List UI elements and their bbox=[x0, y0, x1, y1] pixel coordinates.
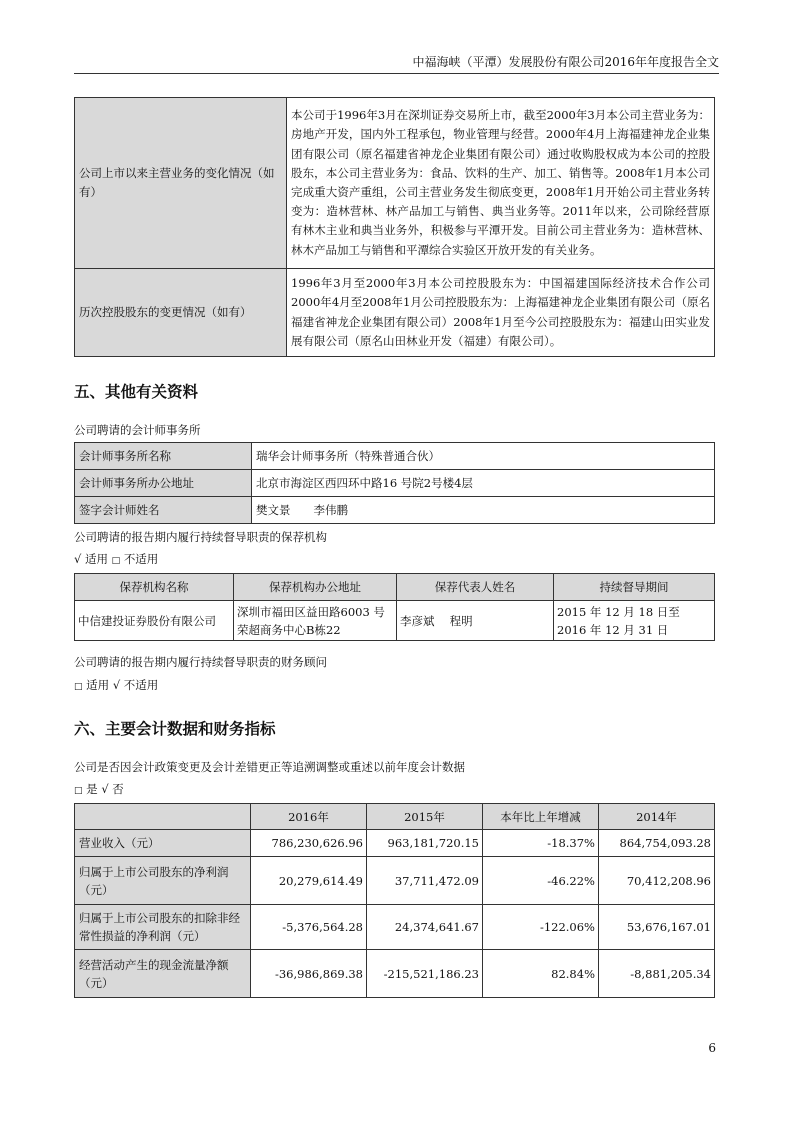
sponsor-applicable-checked: √ 适用 bbox=[74, 552, 108, 566]
value-2016: -5,376,564.28 bbox=[251, 905, 367, 950]
value-2016: 786,230,626.96 bbox=[251, 830, 367, 857]
row-label: 归属于上市公司股东的净利润（元） bbox=[75, 857, 251, 905]
advisor-applicable-checkbox: □ bbox=[74, 682, 83, 692]
table-row bbox=[75, 470, 715, 497]
controlling-shareholder-change-text: 1996年3月至2000年3月本公司控股股东为：中国福建国际经济技术合作公司2000年4月至2008年1月公司控股股东为：上海福建神龙企业集团有限公司（原名福建省神龙企业集团有限公司）2008年1月至今公司控股股东为：福建山田实业发展有限公司（原名山田林业开发（福建）有限公司）。 bbox=[287, 269, 715, 357]
sponsor-reps-header: 保荐代表人姓名 bbox=[397, 574, 554, 601]
auditor-address-label: 会计师事务所办公地址 bbox=[75, 470, 252, 497]
value-2015: -215,521,186.23 bbox=[367, 950, 483, 998]
sponsor-address: 深圳市福田区益田路6003 号荣超商务中心B栋22 bbox=[234, 601, 397, 641]
table-header-row bbox=[75, 804, 715, 830]
table-row bbox=[75, 905, 715, 950]
auditor-caption: 公司聘请的会计师事务所 bbox=[74, 423, 201, 437]
sponsor-caption: 公司聘请的报告期内履行持续督导职责的保荐机构 bbox=[74, 530, 327, 544]
value-2015: 37,711,472.09 bbox=[367, 857, 483, 905]
value-change: -18.37% bbox=[483, 830, 599, 857]
restatement-yes-label: 是 bbox=[86, 782, 98, 796]
value-2014: -8,881,205.34 bbox=[599, 950, 715, 998]
advisor-caption: 公司聘请的报告期内履行持续督导职责的财务顾问 bbox=[74, 655, 327, 669]
row-label: 经营活动产生的现金流量净额（元） bbox=[75, 950, 251, 998]
sponsor-representatives: 李彦斌 程明 bbox=[397, 601, 554, 641]
signing-accountants-label: 签字会计师姓名 bbox=[75, 497, 252, 524]
value-change: -46.22% bbox=[483, 857, 599, 905]
table-row bbox=[75, 443, 715, 470]
year-2015-header: 2015年 bbox=[367, 804, 483, 830]
table-row bbox=[75, 269, 715, 357]
table-row bbox=[75, 98, 715, 269]
auditor-address-value: 北京市海淀区西四环中路16 号院2号楼4层 bbox=[252, 470, 715, 497]
table-row bbox=[75, 830, 715, 857]
value-2016: 20,279,614.49 bbox=[251, 857, 367, 905]
value-2015: 963,181,720.15 bbox=[367, 830, 483, 857]
restatement-choice bbox=[74, 781, 124, 799]
table-row bbox=[75, 497, 715, 524]
value-2014: 53,676,167.01 bbox=[599, 905, 715, 950]
advisor-applicable-label: 适用 bbox=[86, 678, 110, 692]
main-business-change-text: 本公司于1996年3月在深圳证券交易所上市，截至2000年3月本公司主营业务为：房地产开发，国内外工程承包，物业管理与经营。2000年4月上海福建神龙企业集团有限公司（原名福建省神龙企业集团有限公司）通过收购股权成为本公司的控股股东，本公司主营业务为：食品、饮料的生产、加工、销售等。2008年1月本公司完成重大资产重组，公司主营业务发生彻底变更，2008年1月开始公司主营业务转变为：造林营林、林产品加工与销售、典当业务等。2011年以来，公司除经营原有林木主业和典当业务外，积极参与平潭开发。目前公司主营业务为：造林营林、林木产品加工与销售和平潭综合实验区开放开发的有关业务。 bbox=[287, 98, 715, 269]
page-number: 6 bbox=[708, 1041, 716, 1055]
value-2014: 864,754,093.28 bbox=[599, 830, 715, 857]
row-label: 营业收入（元） bbox=[75, 830, 251, 857]
controlling-shareholder-change-label: 历次控股股东的变更情况（如有） bbox=[75, 269, 287, 357]
value-change: 82.84% bbox=[483, 950, 599, 998]
restatement-yes-checkbox: □ bbox=[74, 786, 83, 796]
auditor-name-value: 瑞华会计师事务所（特殊普通合伙） bbox=[252, 443, 715, 470]
sponsor-not-applicable-checkbox: □ bbox=[111, 556, 121, 566]
auditor-table bbox=[74, 442, 715, 524]
restatement-no-checked: √ 否 bbox=[101, 782, 124, 796]
value-change: -122.06% bbox=[483, 905, 599, 950]
section-5-title: 五、其他有关资料 bbox=[74, 383, 199, 401]
auditor-name-label: 会计师事务所名称 bbox=[75, 443, 252, 470]
row-label: 归属于上市公司股东的扣除非经常性损益的净利润（元） bbox=[75, 905, 251, 950]
empty-header bbox=[75, 804, 251, 830]
table-row bbox=[75, 950, 715, 998]
main-business-change-label: 公司上市以来主营业务的变化情况（如有） bbox=[75, 98, 287, 269]
advisor-not-applicable-checked: √ 不适用 bbox=[112, 678, 159, 692]
sponsor-period-header: 持续督导期间 bbox=[554, 574, 715, 601]
year-2014-header: 2014年 bbox=[599, 804, 715, 830]
sponsor-table bbox=[74, 573, 715, 641]
business-history-table bbox=[74, 97, 715, 357]
signing-accountants-value: 樊文景 李伟鹏 bbox=[252, 497, 715, 524]
sponsor-address-header: 保荐机构办公地址 bbox=[234, 574, 397, 601]
value-2016: -36,986,869.38 bbox=[251, 950, 367, 998]
year-2016-header: 2016年 bbox=[251, 804, 367, 830]
advisor-applicability bbox=[74, 677, 158, 695]
sponsor-not-applicable-label: 不适用 bbox=[123, 552, 159, 566]
value-2014: 70,412,208.96 bbox=[599, 857, 715, 905]
sponsor-period: 2015 年 12 月 18 日至 2016 年 12 月 31 日 bbox=[554, 601, 715, 641]
value-2015: 24,374,641.67 bbox=[367, 905, 483, 950]
table-row bbox=[75, 601, 715, 641]
financial-indicators-table bbox=[74, 803, 715, 998]
table-header-row bbox=[75, 574, 715, 601]
page-header: 中福海峡（平潭）发展股份有限公司2016年年度报告全文 bbox=[74, 52, 719, 74]
table-row bbox=[75, 857, 715, 905]
sponsor-name: 中信建投证券股份有限公司 bbox=[75, 601, 234, 641]
sponsor-name-header: 保荐机构名称 bbox=[75, 574, 234, 601]
restatement-caption: 公司是否因会计政策变更及会计差错更正等追溯调整或重述以前年度会计数据 bbox=[74, 760, 465, 774]
sponsor-applicability bbox=[74, 551, 158, 569]
section-6-title: 六、主要会计数据和财务指标 bbox=[74, 720, 276, 738]
yoy-change-header: 本年比上年增减 bbox=[483, 804, 599, 830]
